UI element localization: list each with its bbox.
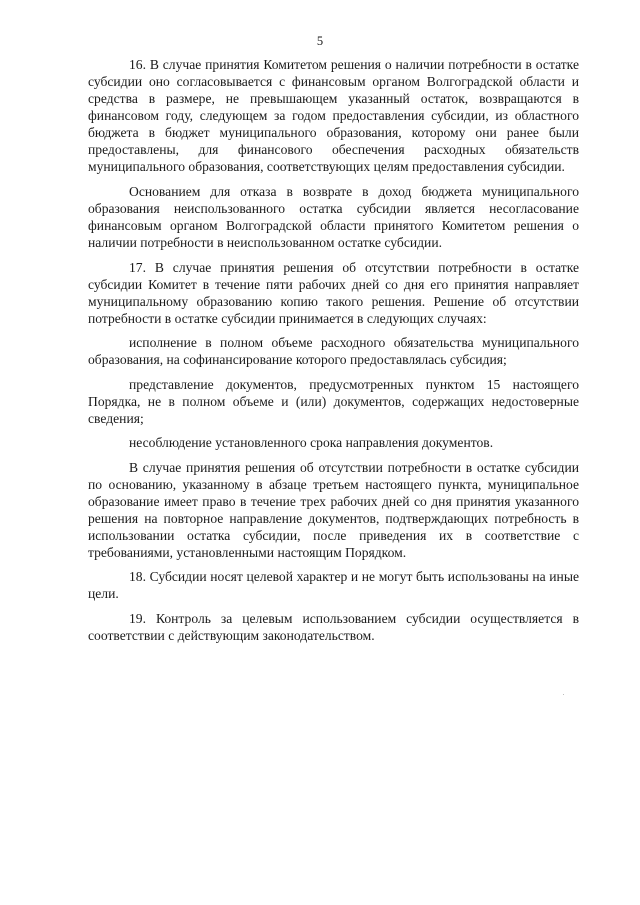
paragraph-19: 19. Контроль за целевым использованием субсидии осуществляется в соответствии с действующим законодательством. bbox=[88, 611, 579, 644]
page-number: 5 bbox=[316, 34, 324, 48]
paragraph-18: 18. Субсидии носят целевой характер и не могут быть использованы на иные цели. bbox=[88, 569, 579, 602]
paragraph-repeat-submission: В случае принятия решения об отсутствии потребности в остатке субсидии по основанию, указанному в абзаце третьем настоящего пункта, муниципальное образование имеет право в течение трех рабочих дней со дня принятия указанного решения на повторное направление документов, подтверждающих потребность в использовании остатка субсидии, после приведения их в соответствие с требованиями, установленными настоящим Порядком. bbox=[88, 459, 579, 560]
paragraph-17: 17. В случае принятия решения об отсутствии потребности в остатке субсидии Комитет в течение пяти рабочих дней со дня его принятия направляет муниципальному образованию копию такого решения. Решение об отсутствии потребности в остатке субсидии принимается в следующих случаях: bbox=[88, 259, 579, 326]
list-item-case-2: представление документов, предусмотренных пунктом 15 настоящего Порядка, не в полном объеме и (или) документов, содержащих недостоверные сведения; bbox=[88, 376, 579, 426]
paragraph-refusal-basis: Основанием для отказа в возврате в доход бюджета муниципального образования неиспользованного остатка субсидии является несогласование финансовым органом Волгоградской области принятого Комитетом решения о наличии потребности в неиспользованном остатке субсидии. bbox=[88, 183, 579, 250]
list-item-case-3: несоблюдение установленного срока направления документов. bbox=[129, 435, 494, 451]
scan-speck bbox=[563, 694, 564, 695]
list-item-case-1: исполнение в полном объеме расходного обязательства муниципального образования, на софинансирование которого предоставлялась субсидия; bbox=[88, 335, 579, 368]
document-body bbox=[88, 56, 579, 652]
paragraph-16: 16. В случае принятия Комитетом решения о наличии потребности в остатке субсидии оно согласовывается с финансовым органом Волгоградской области и средства в размере, не превышающем указанный остаток, возвращаются в финансовом году, следующем за годом предоставления субсидии, из областного бюджета в бюджет муниципального образования, которому они ранее были предоставлены, для финансового обеспечения расходных обязательств муниципального образования, соответствующих целям предоставления субсидии. bbox=[88, 57, 579, 174]
